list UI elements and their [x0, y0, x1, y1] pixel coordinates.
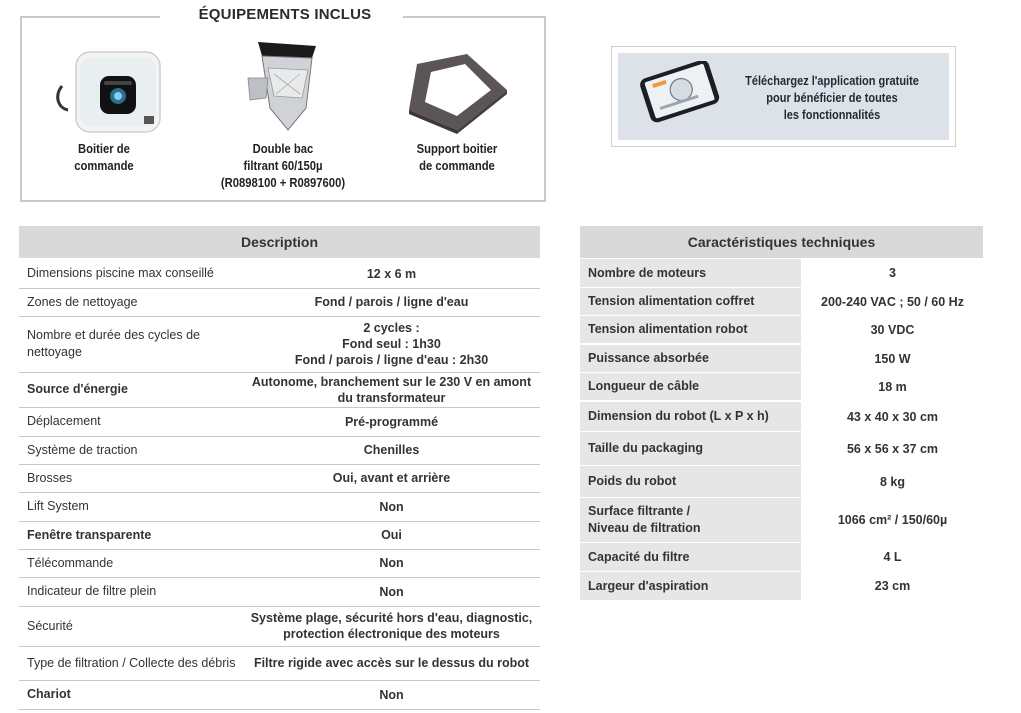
description-row	[19, 316, 540, 372]
technical-row-label	[580, 288, 801, 315]
description-label-line: Fenêtre transparente	[27, 527, 152, 542]
technical-row	[580, 432, 983, 465]
technical-label-line: Tension alimentation robot	[588, 322, 748, 336]
technical-row	[580, 373, 983, 400]
technical-row	[580, 259, 983, 287]
technical-row-label	[580, 345, 801, 372]
description-value-line: protection électronique des moteurs	[283, 627, 500, 641]
description-row	[19, 436, 540, 464]
description-header: Description	[19, 226, 540, 258]
smartphone-app-icon	[628, 61, 728, 137]
description-row-label	[19, 498, 243, 515]
description-row-value	[243, 470, 540, 486]
description-row	[19, 521, 540, 549]
description-value-line: Oui, avant et arrière	[332, 471, 451, 485]
technical-row-label	[580, 259, 801, 287]
technical-row-value: 56 x 56 x 37 cm	[846, 441, 939, 456]
technical-row-label	[580, 373, 801, 400]
description-row-value	[243, 610, 540, 642]
description-row-label	[19, 686, 243, 703]
description-row	[19, 288, 540, 316]
description-row-value	[243, 414, 540, 430]
technical-row	[580, 288, 983, 315]
technical-row-label	[580, 543, 801, 571]
description-row-value	[243, 655, 540, 671]
equipment-item-control-box	[44, 46, 174, 175]
description-value-line: 12 x 6 m	[366, 266, 417, 281]
filter-basket-icon	[228, 38, 338, 134]
equipment-label-line: Boitier de	[78, 142, 130, 156]
description-label-line: Type de filtration / Collecte des débris	[27, 655, 236, 670]
panel-border	[20, 16, 160, 18]
description-row-label	[19, 655, 243, 672]
technical-row-label	[580, 432, 801, 465]
description-value-line: Pré-programmé	[344, 414, 439, 429]
row-divider	[580, 343, 983, 344]
description-row-label	[19, 618, 243, 635]
equipment-item-control-box-stand	[392, 50, 522, 175]
description-row-value	[243, 442, 540, 458]
description-row-value	[243, 527, 540, 543]
app-download-promo	[611, 46, 956, 147]
technical-row	[580, 498, 983, 542]
technical-row-value: 4 L	[883, 550, 902, 564]
technical-row	[580, 572, 983, 600]
technical-label-line: Longueur de câble	[588, 379, 700, 393]
description-value-line: du transformateur	[337, 390, 446, 405]
description-row	[19, 407, 540, 436]
technical-row	[580, 543, 983, 571]
technical-label-line: Tension alimentation coffret	[588, 294, 755, 308]
technical-row-value: 200-240 VAC ; 50 / 60 Hz	[821, 294, 964, 309]
technical-label-line: Surface filtrante /	[588, 504, 691, 518]
description-row-value	[243, 294, 540, 310]
control-box-icon	[54, 46, 164, 134]
description-row-label	[19, 413, 243, 430]
technical-label-line: Poids du robot	[588, 474, 677, 488]
equipment-item-filter-basket	[208, 38, 358, 192]
description-row	[19, 680, 540, 709]
technical-row-value: 43 x 40 x 30 cm	[846, 409, 939, 424]
description-row	[19, 259, 540, 288]
description-label-line: Nombre et durée des cycles de	[27, 328, 201, 342]
description-row-label	[19, 294, 243, 311]
description-row-value	[243, 374, 540, 406]
technical-row	[580, 466, 983, 497]
technical-row-value: 150 W	[874, 351, 911, 366]
description-row	[19, 464, 540, 492]
description-label-line: Source d'énergie	[27, 382, 128, 396]
equipment-label-line: Double bac	[252, 142, 314, 156]
row-divider	[580, 600, 983, 601]
description-row-label	[19, 265, 243, 282]
technical-label-line: Dimension du robot (L x P x h)	[588, 409, 769, 423]
description-value-line: Filtre rigide avec accès sur le dessus du robot	[253, 656, 530, 670]
description-row-label	[19, 527, 243, 544]
description-row-label	[19, 555, 243, 572]
description-label-line: Indicateur de filtre plein	[27, 584, 157, 598]
description-row-label	[19, 327, 243, 361]
description-label-line: nettoyage	[27, 345, 82, 359]
app-promo-line: pour bénéficier de toutes	[766, 91, 898, 105]
description-value-line: Oui	[381, 528, 402, 542]
control-box-stand-icon	[397, 50, 517, 134]
description-value-line: Fond seul : 1h30	[342, 337, 441, 351]
description-value-line: Chenilles	[363, 443, 420, 457]
equipment-label-line: Support boitier	[416, 142, 498, 156]
description-value-line: Fond / parois / ligne d'eau	[314, 295, 469, 309]
technical-row-label	[580, 466, 801, 497]
description-row-label	[19, 583, 243, 600]
description-value-line: Système plage, sécurité hors d'eau, diagnostic,	[250, 611, 533, 625]
description-row-label	[19, 381, 243, 398]
technical-label-line: Nombre de moteurs	[588, 265, 707, 280]
technical-row	[580, 316, 983, 343]
description-value-line: Non	[379, 584, 404, 599]
description-row-label	[19, 470, 243, 487]
app-promo-line: Téléchargez l'application gratuite	[745, 74, 919, 88]
description-label-line: Sécurité	[27, 618, 73, 633]
technical-label-line: Puissance absorbée	[588, 351, 709, 365]
description-label-line: Chariot	[27, 687, 71, 701]
description-value-line: Non	[379, 556, 404, 570]
row-divider	[19, 709, 540, 710]
description-label-line: Lift System	[27, 499, 89, 513]
description-label-line: Télécommande	[27, 555, 114, 570]
technical-row-value: 8 kg	[879, 474, 905, 489]
technical-row-value: 30 VDC	[870, 322, 915, 337]
description-row-value	[243, 584, 540, 600]
description-row-value	[243, 320, 540, 368]
technical-row	[580, 345, 983, 372]
panel-border	[403, 16, 546, 18]
description-row	[19, 549, 540, 577]
equipment-label-line: filtrant 60/150µ	[243, 159, 323, 173]
technical-row-value: 1066 cm² / 150/60µ	[837, 513, 948, 527]
row-divider	[580, 400, 983, 401]
description-label-line: Zones de nettoyage	[27, 294, 138, 309]
technical-row-value: 23 cm	[874, 579, 911, 593]
description-row	[19, 606, 540, 646]
included-equipment-panel	[20, 6, 546, 202]
technical-row-label	[580, 402, 801, 431]
description-row	[19, 492, 540, 521]
app-promo-line: les fonctionnalités	[783, 108, 881, 122]
description-value-line: Autonome, branchement sur le 230 V en amont	[251, 374, 532, 389]
description-row-label	[19, 442, 243, 459]
technical-row-label	[580, 572, 801, 600]
description-label-line: Dimensions piscine max conseillé	[27, 266, 214, 280]
technical-label-line: Capacité du filtre	[588, 549, 690, 564]
description-row	[19, 646, 540, 680]
technical-row-value: 18 m	[878, 379, 907, 394]
equipment-title: ÉQUIPEMENTS INCLUS	[182, 6, 388, 23]
description-label-line: Système de traction	[27, 442, 138, 457]
description-value-line: Fond / parois / ligne d'eau : 2h30	[294, 353, 489, 367]
description-value-line: 2 cycles :	[363, 321, 420, 335]
description-label-line: Déplacement	[27, 414, 101, 428]
app-promo-background	[618, 53, 949, 140]
technical-row	[580, 402, 983, 431]
technical-row-label	[580, 316, 801, 343]
description-row-value	[243, 266, 540, 282]
app-promo-text	[744, 73, 920, 124]
description-row	[19, 577, 540, 606]
description-value-line: Non	[379, 687, 404, 702]
description-value-line: Non	[379, 499, 404, 514]
description-row-value	[243, 687, 540, 703]
description-row	[19, 372, 540, 407]
equipment-label-line: commande	[74, 159, 134, 173]
equipment-label-line: (R0898100 + R0897600)	[220, 176, 346, 190]
equipment-label-line: de commande	[419, 159, 495, 173]
technical-label-line: Niveau de filtration	[588, 521, 701, 535]
technical-label-line: Largeur d'aspiration	[588, 578, 709, 593]
description-label-line: Brosses	[27, 470, 73, 485]
description-row-value	[243, 499, 540, 515]
description-row-value	[243, 555, 540, 571]
technical-row-label	[580, 498, 801, 542]
technical-label-line: Taille du packaging	[588, 441, 704, 455]
technical-row-value: 3	[889, 266, 896, 280]
technical-header: Caractéristiques techniques	[580, 226, 983, 258]
